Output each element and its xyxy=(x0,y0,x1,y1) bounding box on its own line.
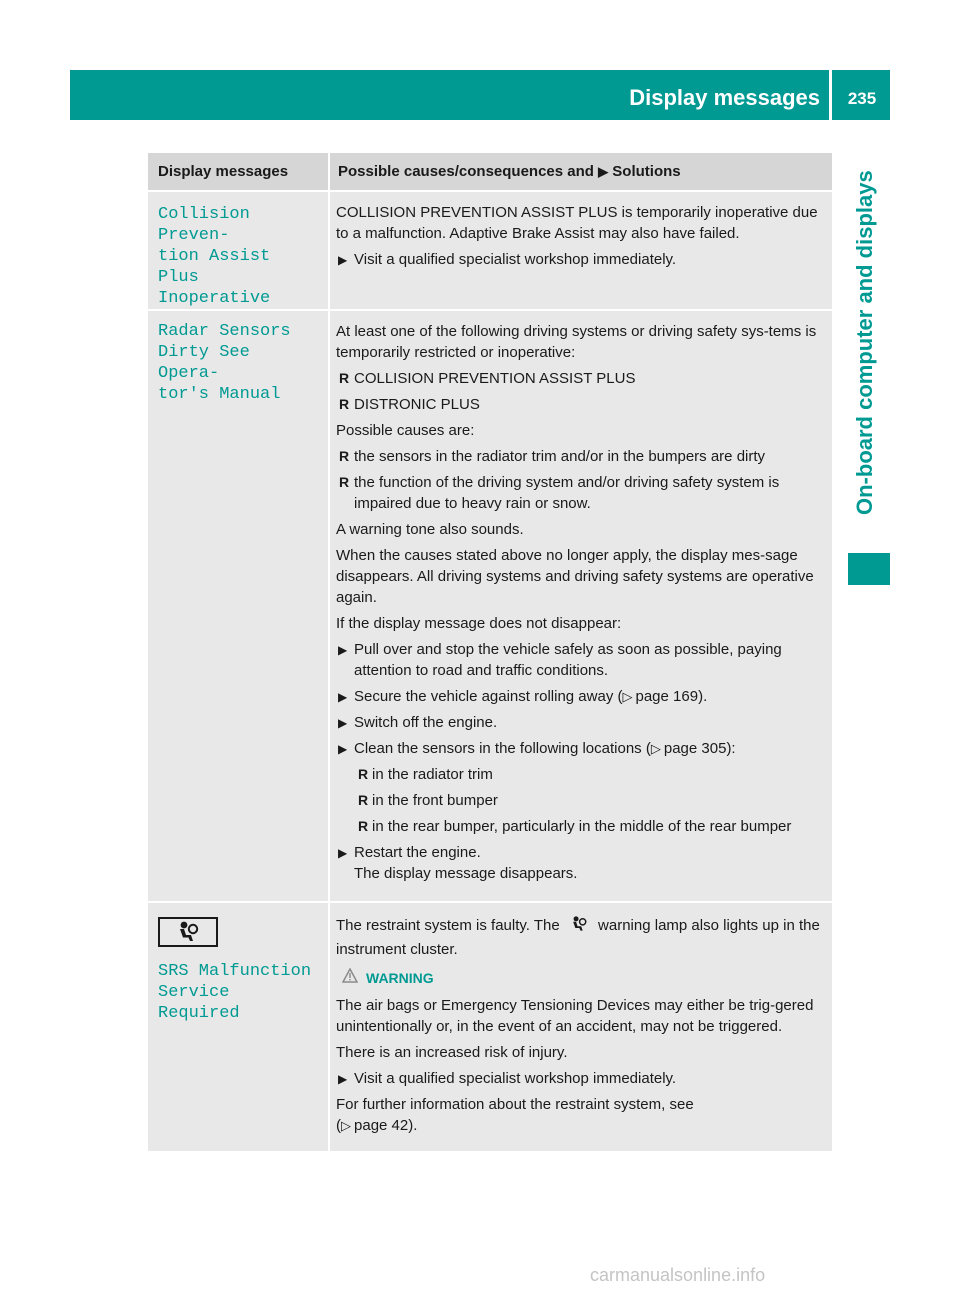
action-step xyxy=(336,712,826,733)
messages-table xyxy=(148,153,832,1153)
paragraph: When the causes stated above no longer apply, the display mes-sage disappears. All driving systems and driving safety systems are operative again. xyxy=(336,547,814,606)
bullet-text: COLLISION PREVENTION ASSIST PLUS xyxy=(354,370,636,387)
action-step xyxy=(336,639,826,681)
arrow-right-icon: ▶ xyxy=(338,690,348,704)
arrow-right-icon: ▶ xyxy=(338,643,348,657)
warning-heading xyxy=(342,968,826,989)
bullet-r-icon: R xyxy=(358,792,369,808)
col-header-solutions-post: Solutions xyxy=(612,163,681,180)
solution-cell xyxy=(330,311,832,901)
bullet-item xyxy=(336,472,826,514)
bullet-r-icon: R xyxy=(339,474,350,490)
watermark: carmanualsonline.info xyxy=(590,1265,766,1285)
col-header-messages: Display messages xyxy=(148,153,330,190)
paragraph-text: ( xyxy=(336,1117,341,1134)
action-step xyxy=(336,842,826,863)
action-step xyxy=(336,249,826,270)
page-ref-icon: ▷ xyxy=(622,689,633,704)
table-row xyxy=(148,903,832,1153)
bullet-text: in the radiator trim xyxy=(372,766,493,783)
display-message: Radar Sensors Dirty See Opera‐ tor's Manual xyxy=(158,322,291,404)
bullet-text: DISTRONIC PLUS xyxy=(354,396,480,413)
sub-bullet-item xyxy=(336,764,826,785)
page-ref-icon: ▷ xyxy=(650,741,661,756)
paragraph: COLLISION PREVENTION ASSIST PLUS is temporarily inoperative due to a malfunction. Adaptive Brake Assist may also have failed. xyxy=(336,204,818,242)
paragraph: The air bags or Emergency Tensioning Devices may either be trig-gered unintentionally or, in the event of an accident, may not be triggered. xyxy=(336,997,814,1035)
paragraph-text: ). xyxy=(408,1117,418,1134)
col-header-solutions xyxy=(330,153,832,190)
page-ref-icon: ▷ xyxy=(341,1118,351,1133)
arrow-right-icon: ▶ xyxy=(338,1072,348,1086)
header-divider xyxy=(829,70,832,120)
side-tab-marker xyxy=(848,553,890,585)
arrow-right-icon: ▶ xyxy=(338,716,348,730)
page-reference-link[interactable]: page 42 xyxy=(354,1117,409,1134)
bullet-text: in the rear bumper, particularly in the middle of the rear bumper xyxy=(372,818,792,835)
paragraph-text: The restraint system is faulty. The xyxy=(336,917,560,934)
arrow-right-icon: ▶ xyxy=(338,742,348,756)
paragraph: At least one of the following driving systems or driving safety sys-tems is temporarily restricted or inoperative: xyxy=(336,323,817,361)
paragraph: There is an increased risk of injury. xyxy=(336,1044,568,1061)
solution-cell xyxy=(330,903,832,1151)
airbag-warning-icon xyxy=(158,917,218,947)
step-text: Secure the vehicle against rolling away ( xyxy=(354,688,623,705)
step-text: Restart the engine. xyxy=(354,844,481,861)
step-text: ): xyxy=(726,740,736,757)
paragraph: For further information about the restraint system, see xyxy=(336,1096,694,1113)
table-header-row xyxy=(148,153,832,192)
bullet-text: the function of the driving system and/or driving safety system is impaired due to heavy rain or snow. xyxy=(354,474,780,512)
message-cell xyxy=(148,192,330,309)
warning-triangle-icon xyxy=(342,968,360,989)
message-cell xyxy=(148,903,330,1151)
paragraph: Possible causes are: xyxy=(336,422,475,439)
display-message: Collision Preven‐ tion Assist Plus Inoperative xyxy=(158,205,271,308)
message-cell xyxy=(148,311,330,901)
step-text: Visit a qualified specialist workshop immediately. xyxy=(354,251,677,268)
bullet-r-icon: R xyxy=(358,766,369,782)
paragraph: If the display message does not disappear: xyxy=(336,615,622,632)
warning-label: WARNING xyxy=(366,970,434,986)
paragraph: A warning tone also sounds. xyxy=(336,521,524,538)
bullet-r-icon: R xyxy=(358,818,369,834)
page-header xyxy=(70,70,890,120)
table-row xyxy=(148,311,832,903)
paragraph xyxy=(336,915,826,960)
bullet-item xyxy=(336,394,826,415)
page-reference-link[interactable]: page 169 xyxy=(635,688,699,705)
step-text: Clean the sensors in the following locations ( xyxy=(354,740,651,757)
action-step xyxy=(336,686,826,707)
arrow-right-icon: ▶ xyxy=(338,253,348,267)
bullet-text: in the front bumper xyxy=(372,792,498,809)
sub-bullet-item xyxy=(336,790,826,811)
col-header-solutions-pre: Possible causes/consequences and xyxy=(338,163,594,180)
action-step xyxy=(336,1068,826,1089)
bullet-item xyxy=(336,368,826,389)
page-number: 235 xyxy=(847,89,877,108)
step-text: ). xyxy=(698,688,708,705)
arrow-right-icon: ▶ xyxy=(598,164,609,179)
bullet-text: the sensors in the radiator trim and/or in the bumpers are dirty xyxy=(354,448,766,465)
bullet-item xyxy=(336,446,826,467)
display-message: SRS Malfunction Service Required xyxy=(158,962,312,1023)
step-text: Visit a qualified specialist workshop immediately. xyxy=(354,1070,677,1087)
bullet-r-icon: R xyxy=(339,448,350,464)
step-text: Pull over and stop the vehicle safely as soon as possible, paying attention to road and traffic conditions. xyxy=(354,641,782,679)
step-result: The display message disappears. xyxy=(354,865,578,882)
sub-bullet-item xyxy=(336,816,826,837)
bullet-r-icon: R xyxy=(339,396,350,412)
table-row xyxy=(148,192,832,311)
airbag-warning-icon xyxy=(568,915,590,939)
paragraph-text: warning lamp also lights up in the instrument cluster. xyxy=(336,917,820,958)
action-step xyxy=(336,738,826,759)
step-text: Switch off the engine. xyxy=(354,714,498,731)
paragraph xyxy=(336,1115,826,1136)
solution-cell xyxy=(330,192,832,309)
bullet-r-icon: R xyxy=(339,370,350,386)
side-tab-label: On-board computer and displays xyxy=(852,170,877,515)
arrow-right-icon: ▶ xyxy=(338,846,348,860)
section-title: Display messages xyxy=(629,85,820,110)
page-reference-link[interactable]: page 305 xyxy=(663,740,727,757)
